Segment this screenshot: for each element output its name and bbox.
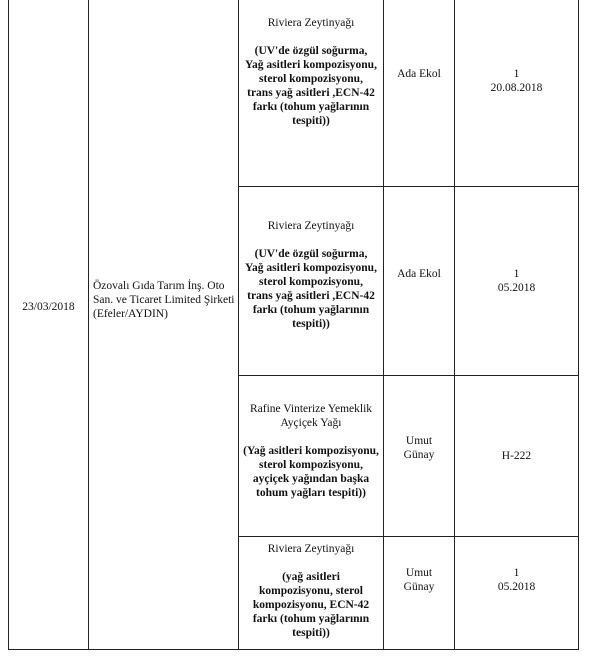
brand-text: Umut Günay: [403, 567, 435, 593]
company-cell: [93, 279, 235, 321]
product-name: Riviera Zeytinyağı: [267, 220, 355, 232]
table-border-bottom: [8, 649, 579, 650]
row-divider: [238, 186, 579, 187]
date-text: 23/03/2018: [22, 301, 75, 313]
batch-number: 1: [513, 268, 520, 280]
row-divider: [238, 375, 579, 376]
brand-text: Ada Ekol: [397, 268, 441, 280]
product-name: Riviera Zeytinyağı: [267, 17, 355, 29]
brand-cell: [392, 434, 446, 462]
product-cell: [245, 542, 377, 640]
date-cell: [9, 300, 88, 314]
batch-number: 1: [513, 567, 520, 579]
batch-cell: [455, 449, 578, 463]
product-cell: [245, 219, 377, 331]
product-analysis: (UV'de özgül soğurma, Yağ asitleri kompozisyonu, sterol kompozisyonu, trans yağ asitleri ,ECN-42 farkı (tohum yağlarının tespiti)): [245, 248, 377, 330]
product-cell: [245, 16, 377, 128]
product-analysis: (UV'de özgül soğurma, Yağ asitleri kompozisyonu, sterol kompozisyonu, trans yağ asitleri ,ECN-42 farkı (tohum yağlarının tespiti)): [245, 45, 377, 127]
column-divider: [454, 0, 455, 650]
table-border-right: [578, 0, 579, 650]
batch-cell: [455, 566, 578, 594]
column-divider: [383, 0, 384, 650]
batch-date: 05.2018: [497, 282, 536, 294]
batch-cell: [455, 67, 578, 95]
brand-cell: [384, 267, 454, 281]
product-cell: [242, 402, 380, 500]
company-text: Özovalı Gıda Tarım İnş. Oto San. ve Ticaret Limited Şirketi (Efeler/AYDIN): [93, 280, 235, 320]
table-border-left: [8, 0, 9, 650]
product-name: Riviera Zeytinyağı: [267, 543, 355, 555]
batch-date: 20.08.2018: [490, 82, 543, 94]
product-name: Rafine Vinterize Yemeklik Ayçiçek Yağı: [249, 403, 373, 429]
row-divider: [238, 536, 579, 537]
batch-date: 05.2018: [497, 581, 536, 593]
column-divider: [88, 0, 89, 650]
product-analysis: (Yağ asitleri kompozisyonu, sterol kompozisyonu, ayçiçek yağından başka tohum yağları tespiti)): [243, 445, 379, 499]
batch-number: H-222: [501, 450, 532, 462]
brand-text: Umut Günay: [403, 435, 435, 461]
brand-cell: [392, 566, 446, 594]
batch-cell: [455, 267, 578, 295]
brand-text: Ada Ekol: [397, 68, 441, 80]
batch-number: 1: [513, 68, 520, 80]
column-divider: [238, 0, 239, 650]
brand-cell: [384, 67, 454, 81]
product-analysis: (yağ asitleri kompozisyonu, sterol kompozisyonu, ECN-42 farkı (tohum yağlarının tespiti)): [252, 571, 370, 639]
